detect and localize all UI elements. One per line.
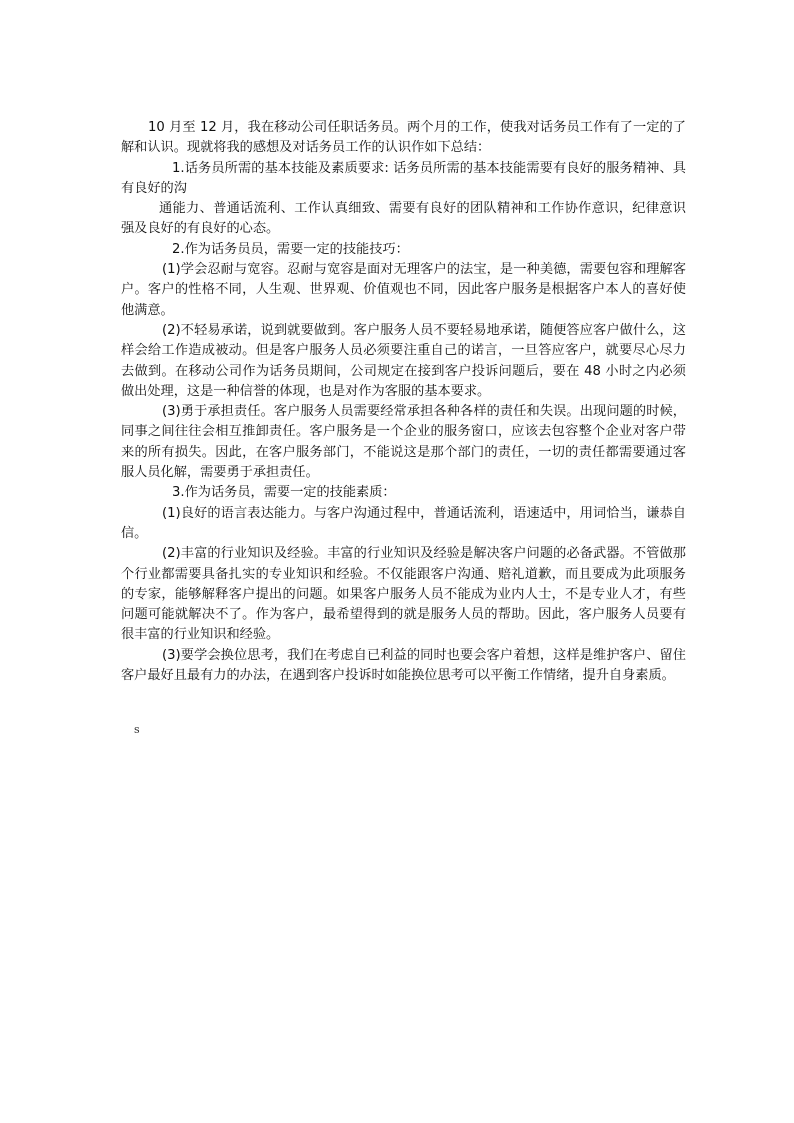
document-body (121, 118, 686, 686)
section-1-heading-paragraph: 1.话务员所需的基本技能及素质要求: 话务员所需的基本技能需要有良好的服务精神、具有良好的沟 (121, 160, 686, 196)
section-2-item-1: (1)学会忍耐与宽容。忍耐与宽容是面对无理客户的法宝，是一种美德，需要包容和理解客户。客户的性格不同，人生观、世界观、价值观也不同，因此客户服务是根据客户本人的喜好使他满意。 (121, 262, 686, 318)
stray-mark: s (134, 723, 140, 736)
section-1-continuation-paragraph: 通能力、普通话流利、工作认真细致、需要有良好的团队精神和工作协作意识，纪律意识强及良好的有良好的心态。 (121, 201, 686, 237)
section-3-item-2: (2)丰富的行业知识及经验。丰富的行业知识及经验是解决客户问题的必备武器。不管做那个行业都需要具备扎实的专业知识和经验。不仅能跟客户沟通、赔礼道歉，而且要成为此项服务的专家，能够解释客户提出的问题。如果客户服务人员不能成为业内人士，不是专业人才，有些问题可能就解决不了。作为客户，最希望得到的就是服务人员的帮助。因此，客户服务人员要有很丰富的行业知识和经验。 (121, 546, 686, 643)
section-3-item-3: (3)要学会换位思考，我们在考虑自已利益的同时也要会客户着想，这样是维护客户、留住客户最好且最有力的办法，在遇到客户投诉时如能换位思考可以平衡工作情绪，提升自身素质。 (121, 647, 686, 684)
section-3-item-1: (1)良好的语言表达能力。与客户沟通过程中，普通话流利，语速适中，用词恰当，谦恭自信。 (121, 505, 686, 541)
section-2-item-3: (3)勇于承担责任。客户服务人员需要经常承担各种各样的责任和失误。出现问题的时候，同事之间往往会相互推卸责任。客户服务是一个企业的服务窗口，应该去包容整个企业对客户带来的所有损失。因此，在客户服务部门，不能说这是那个部门的责任，一切的责任都需要通过客服人员化解，需要勇于承担责任。 (121, 404, 686, 481)
section-2-item-2: (2)不轻易承诺，说到就要做到。客户服务人员不要轻易地承诺，随便答应客户做什么，这样会给工作造成被动。但是客户服务人员必须要注重自己的诺言，一旦答应客户，就要尽心尽力去做到。在移动公司作为话务员期间，公司规定在接到客户投诉问题后，要在 48 小时之内必须做出处理，这是一种信誉的体现，也是对作为客服的基本要求。 (121, 322, 686, 399)
intro-paragraph: 10 月至 12 月，我在移动公司任职话务员。两个月的工作，使我对话务员工作有了一定的了解和认识。现就将我的感想及对话务员工作的认识作如下总结： (121, 120, 686, 156)
section-2-heading: 2.作为话务员员，需要一定的技能技巧： (172, 241, 409, 257)
section-3-heading: 3.作为话务员，需要一定的技能素质： (172, 485, 396, 501)
